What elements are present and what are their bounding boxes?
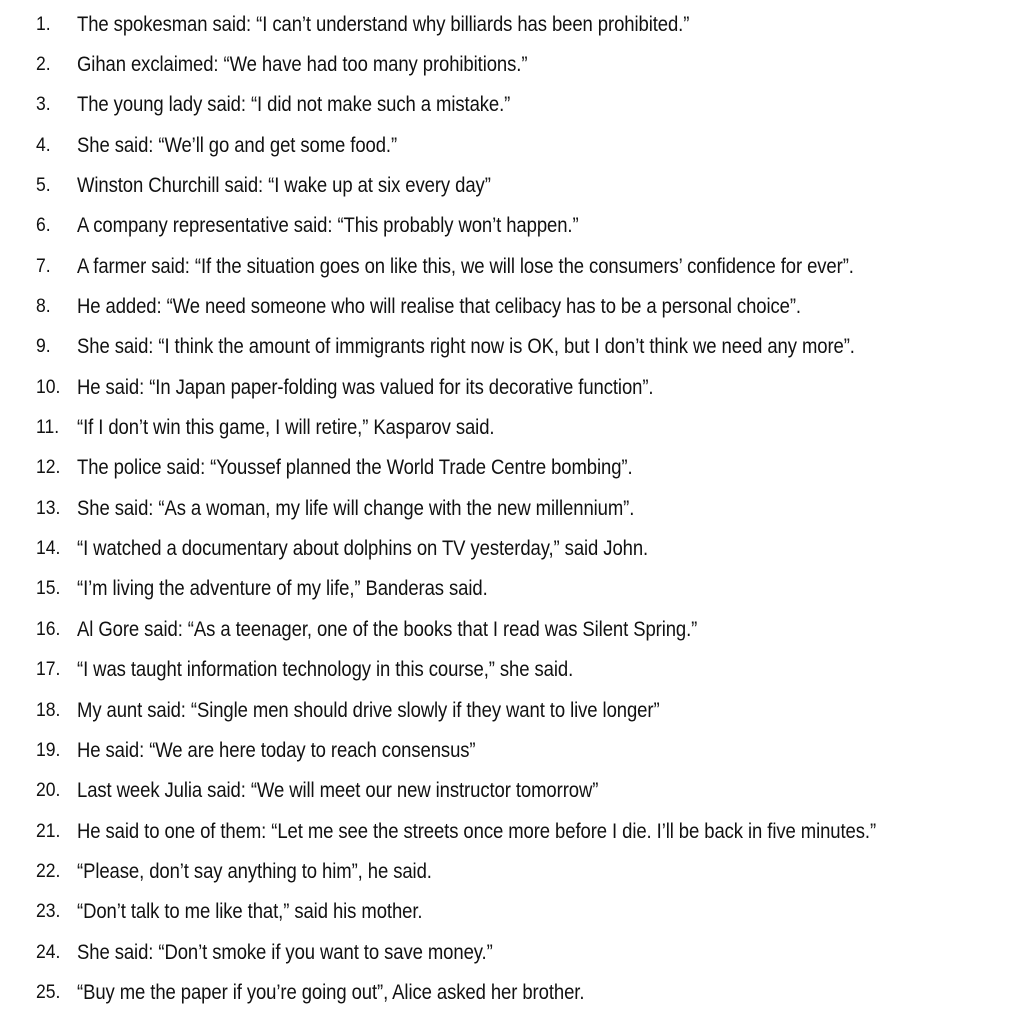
list-item bbox=[0, 165, 1024, 205]
item-number: 20. bbox=[36, 779, 61, 802]
item-text: She said: “Don’t smoke if you want to save money.” bbox=[77, 939, 493, 964]
item-text: He added: “We need someone who will realise that celibacy has to be a personal choice”. bbox=[77, 294, 801, 319]
list-item bbox=[0, 730, 1024, 770]
item-text: The spokesman said: “I can’t understand why billiards has been prohibited.” bbox=[77, 11, 690, 36]
list-item bbox=[0, 811, 1024, 851]
item-number: 6. bbox=[36, 214, 51, 237]
item-text: Last week Julia said: “We will meet our new instructor tomorrow” bbox=[77, 778, 599, 803]
list-item bbox=[0, 569, 1024, 609]
list-item bbox=[0, 650, 1024, 690]
list-item bbox=[0, 246, 1024, 286]
list-item bbox=[0, 609, 1024, 649]
item-number: 21. bbox=[36, 819, 61, 842]
item-text: The young lady said: “I did not make such a mistake.” bbox=[77, 92, 511, 117]
item-number: 7. bbox=[36, 254, 51, 277]
item-number: 16. bbox=[36, 617, 61, 640]
item-text: “If I don’t win this game, I will retire,” Kasparov said. bbox=[77, 415, 495, 440]
item-text: He said to one of them: “Let me see the streets once more before I die. I’ll be back in five minutes.” bbox=[77, 818, 877, 843]
item-text: “Don’t talk to me like that,” said his mother. bbox=[77, 899, 423, 924]
item-number: 1. bbox=[36, 12, 51, 35]
item-text: The police said: “Youssef planned the World Trade Centre bombing”. bbox=[77, 455, 633, 480]
item-number: 5. bbox=[36, 174, 51, 197]
item-number: 25. bbox=[36, 980, 61, 1003]
list-item bbox=[0, 448, 1024, 488]
list-item bbox=[0, 690, 1024, 730]
item-number: 8. bbox=[36, 295, 51, 318]
item-number: 3. bbox=[36, 93, 51, 116]
list-item bbox=[0, 85, 1024, 125]
item-text: Al Gore said: “As a teenager, one of the books that I read was Silent Spring.” bbox=[77, 616, 698, 641]
list-item bbox=[0, 851, 1024, 891]
list-item bbox=[0, 932, 1024, 972]
item-number: 18. bbox=[36, 698, 61, 721]
list-item bbox=[0, 206, 1024, 246]
item-text: My aunt said: “Single men should drive slowly if they want to live longer” bbox=[77, 697, 660, 722]
item-text: A company representative said: “This probably won’t happen.” bbox=[77, 213, 579, 238]
list-item bbox=[0, 528, 1024, 568]
item-number: 11. bbox=[36, 416, 60, 439]
item-number: 15. bbox=[36, 577, 61, 600]
list-item bbox=[0, 407, 1024, 447]
item-text: “Please, don’t say anything to him”, he said. bbox=[77, 858, 432, 883]
list-item bbox=[0, 125, 1024, 165]
item-text: He said: “In Japan paper-folding was valued for its decorative function”. bbox=[77, 374, 654, 399]
item-text: She said: “I think the amount of immigrants right now is OK, but I don’t think we need any more”. bbox=[77, 334, 855, 359]
list-item bbox=[0, 892, 1024, 932]
item-number: 22. bbox=[36, 859, 61, 882]
list-item bbox=[0, 44, 1024, 84]
item-text: A farmer said: “If the situation goes on like this, we will lose the consumers’ confidence for ever”. bbox=[77, 253, 854, 278]
item-number: 13. bbox=[36, 496, 61, 519]
item-number: 10. bbox=[36, 375, 61, 398]
item-text: Gihan exclaimed: “We have had too many prohibitions.” bbox=[77, 52, 528, 77]
item-number: 23. bbox=[36, 900, 61, 923]
list-item bbox=[0, 771, 1024, 811]
list-item bbox=[0, 4, 1024, 44]
item-number: 14. bbox=[36, 537, 61, 560]
list-item bbox=[0, 327, 1024, 367]
item-number: 19. bbox=[36, 738, 61, 761]
list-item bbox=[0, 367, 1024, 407]
item-number: 4. bbox=[36, 133, 51, 156]
item-number: 17. bbox=[36, 658, 61, 681]
item-text: “I was taught information technology in this course,” she said. bbox=[77, 657, 574, 682]
list-item bbox=[0, 972, 1024, 1012]
item-number: 12. bbox=[36, 456, 61, 479]
list-item bbox=[0, 286, 1024, 326]
item-text: He said: “We are here today to reach consensus” bbox=[77, 737, 476, 762]
list-item bbox=[0, 488, 1024, 528]
item-text: “I’m living the adventure of my life,” Banderas said. bbox=[77, 576, 488, 601]
item-text: She said: “We’ll go and get some food.” bbox=[77, 132, 398, 157]
item-text: “I watched a documentary about dolphins on TV yesterday,” said John. bbox=[77, 536, 649, 561]
item-number: 24. bbox=[36, 940, 61, 963]
sentence-list bbox=[0, 4, 1024, 1013]
item-number: 2. bbox=[36, 53, 51, 76]
item-text: She said: “As a woman, my life will change with the new millennium”. bbox=[77, 495, 635, 520]
item-number: 9. bbox=[36, 335, 51, 358]
item-text: “Buy me the paper if you’re going out”, Alice asked her brother. bbox=[77, 979, 585, 1004]
item-text: Winston Churchill said: “I wake up at six every day” bbox=[77, 173, 491, 198]
